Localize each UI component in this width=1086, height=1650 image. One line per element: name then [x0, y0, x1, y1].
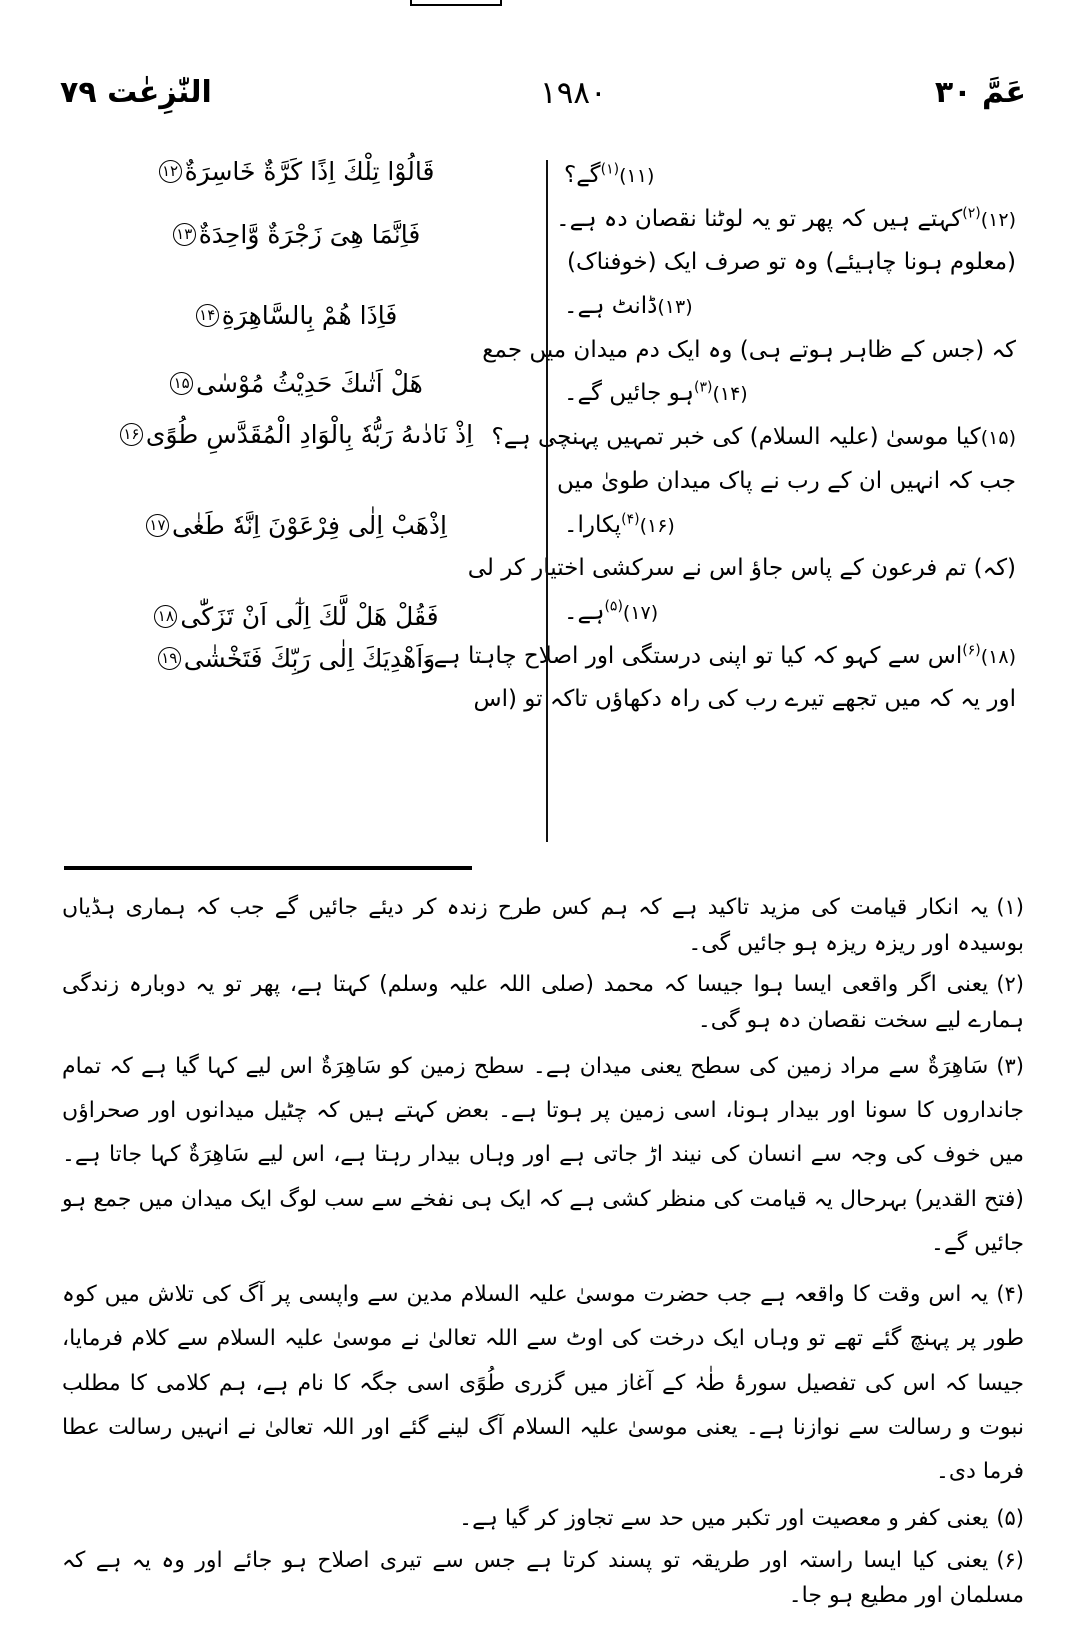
footnote-item	[62, 1045, 1024, 1267]
translation-text: پکارا۔	[564, 511, 622, 538]
registration-crop-mark	[410, 0, 502, 6]
translation-text: کہتے ہیں کہ پھر تو یہ لوٹنا نقصان دہ ہے۔	[556, 205, 963, 232]
ayah-number: ۱۸	[154, 605, 177, 628]
ayah-number: ۱۶	[120, 423, 143, 446]
ayah-line	[72, 158, 518, 187]
body-columns	[62, 148, 1024, 838]
translation-text: ہو جائیں گے۔	[564, 380, 694, 407]
footnote-body: سَاهِرَةٌ سے مراد زمین کی سطح یعنی میدان ہے۔ سطح زمین کو سَاهِرَةٌ اس لیے کہا گیا ہے کہ تمام جانداروں کا سونا اور بیدار ہونا، اسی زمین پر ہوتا ہے۔ بعض کہتے ہیں کہ چٹیل میدانوں اور صحراؤں میں خوف کی وجہ سے انسان کی نیند اڑ جاتی ہے اور وہاں بیدار رہتا ہے، اس لیے سَاهِرَةٌ کہا جاتا ہے۔ (فتح القدیر) بہرحال یہ قیامت کی منظر کشی ہے کہ ایک ہی نفخے سے سب لوگ ایک میدان میں جمع ہو جائیں گے۔	[62, 1053, 1024, 1257]
footnote-body: یہ اس وقت کا واقعہ ہے جب حضرت موسیٰ علیہ السلام مدین سے واپسی پر آگ کی تلاش میں کوہ طور پر پہنچ گئے تھے تو وہاں ایک درخت کی اوٹ سے اللہ تعالیٰ نے موسیٰ علیہ السلام سے کلام فرمایا، جیسا کہ اس کی تفصیل سورۂ طٰہٰ کے آغاز میں گزری طُوًى اسی جگہ کا نام ہے، ہم کلامی کا مطلب نبوت و رسالت سے نوازنا ہے۔ یعنی موسیٰ علیہ السلام آگ لینے گئے اور اللہ تعالیٰ نے انہیں رسالت عطا فرما دی۔	[62, 1281, 1024, 1485]
ayah-number: ۱۹	[158, 647, 181, 670]
translation-verse-number: (۱۱)	[619, 165, 655, 187]
translation-line	[564, 504, 1016, 548]
ayah-line	[72, 421, 518, 450]
footnote-marker: (۴)	[996, 1281, 1024, 1306]
ayah-text: وَاَهْدِيَكَ اِلٰى رَبِّكَ فَتَخْشٰى	[183, 644, 436, 674]
ayah-text: هَلْ اَتٰىكَ حَدِيْثُ مُوْسٰى	[196, 369, 423, 399]
footnote-body: یعنی اگر واقعی ایسا ہوا جیسا کہ محمد (صلی اللہ علیہ وسلم) کہتا ہے، پھر تو یہ دوبارہ زندگی ہمارے لیے سخت نقصان دہ ہو گی۔	[62, 972, 1024, 1033]
translation-line	[491, 416, 1016, 460]
ayah-line	[72, 302, 518, 331]
translation-line	[564, 372, 1016, 416]
ayah-text: اِذْهَبْ اِلٰى فِرْعَوْنَ اِنَّهٗ طَغٰى	[171, 510, 448, 540]
footnote-ref: (۵)	[604, 598, 623, 615]
page-number: ۱۹۸۰	[540, 75, 607, 111]
ayah-number: ۱۵	[170, 372, 193, 395]
translation-verse-number: (۱۶)	[639, 514, 675, 537]
ayah-line	[72, 512, 518, 541]
ayah-line	[72, 603, 518, 632]
ayah-text: فَاِذَا هُمْ بِالسَّاهِرَةِ	[221, 300, 398, 330]
translation-verse-number: (۱۴)	[712, 383, 748, 406]
ayah-line	[72, 645, 518, 674]
footnote-marker: (۳)	[996, 1053, 1024, 1078]
ayah-number: ۱۳	[173, 223, 196, 246]
footnote-item	[62, 1543, 1024, 1614]
translation-line	[564, 241, 1016, 285]
translation-text: اس سے کہو کہ کیا تو اپنی درستگی اور اصلاح چاہتا ہے۔	[420, 642, 963, 669]
translation-text: کیا موسیٰ (علیہ السلام) کی خبر تمہیں پہنچی ہے؟	[491, 424, 981, 451]
footnote-ref: (۲)	[962, 205, 981, 222]
footnote-ref: (۱)	[600, 161, 620, 178]
ayah-number: ۱۲	[159, 160, 182, 183]
translation-text: اور یہ کہ میں تجھے تیرے رب کی راہ دکھاؤں تاکہ تو (اس	[473, 686, 1016, 713]
translation-line	[564, 154, 1016, 198]
footnote-body: یہ انکار قیامت کی مزید تاکید ہے کہ ہم کس طرح زندہ کر دیئے جائیں گے جب کہ ہماری ہڈیاں بوسیدہ اور ریزہ ریزہ ہو جائیں گی۔	[62, 895, 1024, 956]
page-header	[60, 62, 1026, 124]
footnote-marker: (۱)	[996, 895, 1024, 919]
translation-line	[482, 329, 1016, 373]
footnote-item	[62, 1273, 1024, 1495]
footnote-marker: (۶)	[996, 1547, 1024, 1572]
footnote-item	[62, 1501, 1024, 1537]
translation-line	[556, 198, 1016, 242]
ayah-line	[72, 370, 518, 399]
footnote-marker: (۲)	[996, 972, 1024, 997]
translation-text: ڈانٹ ہے۔	[564, 293, 658, 320]
footnote-item	[62, 890, 1024, 961]
footnote-separator-rule	[64, 866, 472, 870]
translation-text: ہے۔	[564, 598, 605, 625]
footnote-item	[62, 967, 1024, 1038]
translation-line	[473, 678, 1016, 722]
translation-line	[557, 460, 1016, 504]
footnote-ref: (۴)	[621, 510, 640, 527]
translation-text: (کہ) تم فرعون کے پاس جاؤ اس نے سرکشی اختیار کر لی	[467, 555, 1016, 582]
footnote-body: یعنی کیا ایسا راستہ اور طریقہ تو پسند کرتا ہے جس سے تیری اصلاح ہو جائے اور وہ یہ ہے کہ مسلمان اور مطیع ہو جا۔	[62, 1547, 1024, 1609]
footnotes-section	[62, 890, 1024, 1620]
arabic-verses-column	[62, 148, 540, 838]
ayah-number: ۱۷	[146, 514, 169, 537]
translation-line	[564, 591, 1016, 635]
translation-line	[467, 547, 1016, 591]
ayah-text: قَالُوْا تِلْكَ اِذًا كَرَّةٌ خَاسِرَةٌ	[184, 157, 435, 186]
column-divider	[546, 160, 548, 842]
translation-line	[564, 285, 1016, 329]
urdu-translation-column	[420, 148, 1024, 838]
ayah-text: فَاِنَّمَا هِىَ زَجْرَةٌ وَّاحِدَةٌ	[198, 219, 421, 249]
footnote-ref: (۳)	[693, 379, 713, 396]
translation-line	[420, 635, 1016, 679]
header-surah-label: النّٰزِعٰت ۷۹	[60, 75, 212, 110]
header-para-label: عَمَّ ۳۰	[934, 75, 1026, 110]
ayah-line	[72, 221, 518, 250]
ayah-number: ۱۴	[196, 304, 219, 327]
footnote-marker: (۵)	[996, 1505, 1024, 1530]
translation-verse-number: (۱۲)	[980, 208, 1016, 231]
translation-text: گے؟	[564, 162, 601, 188]
translation-verse-number: (۱۵)	[980, 427, 1016, 450]
translation-verse-number: (۱۳)	[657, 296, 693, 319]
translation-verse-number: (۱۸)	[980, 645, 1016, 668]
footnote-ref: (۶)	[962, 641, 981, 658]
translation-text: (معلوم ہونا چاہیئے) وہ تو صرف ایک (خوفناک)	[567, 249, 1016, 276]
ayah-text: فَقُلْ هَلْ لَّكَ اِلٰٓى اَنْ تَزَكّٰى	[180, 601, 439, 631]
translation-text: جب کہ انہیں ان کے رب نے پاک میدان طویٰ میں	[557, 467, 1016, 494]
translation-text: کہ (جس کے ظاہر ہوتے ہی) وہ ایک دم میدان میں جمع	[482, 336, 1016, 363]
ayah-text: اِذْ نَادٰىهُ رَبُّهٗ بِالْوَادِ الْمُقَدَّسِ طُوًى	[145, 420, 474, 449]
translation-verse-number: (۱۷)	[622, 601, 659, 624]
footnote-body: یعنی کفر و معصیت اور تکبر میں حد سے تجاوز کر گیا ہے۔	[459, 1505, 989, 1531]
